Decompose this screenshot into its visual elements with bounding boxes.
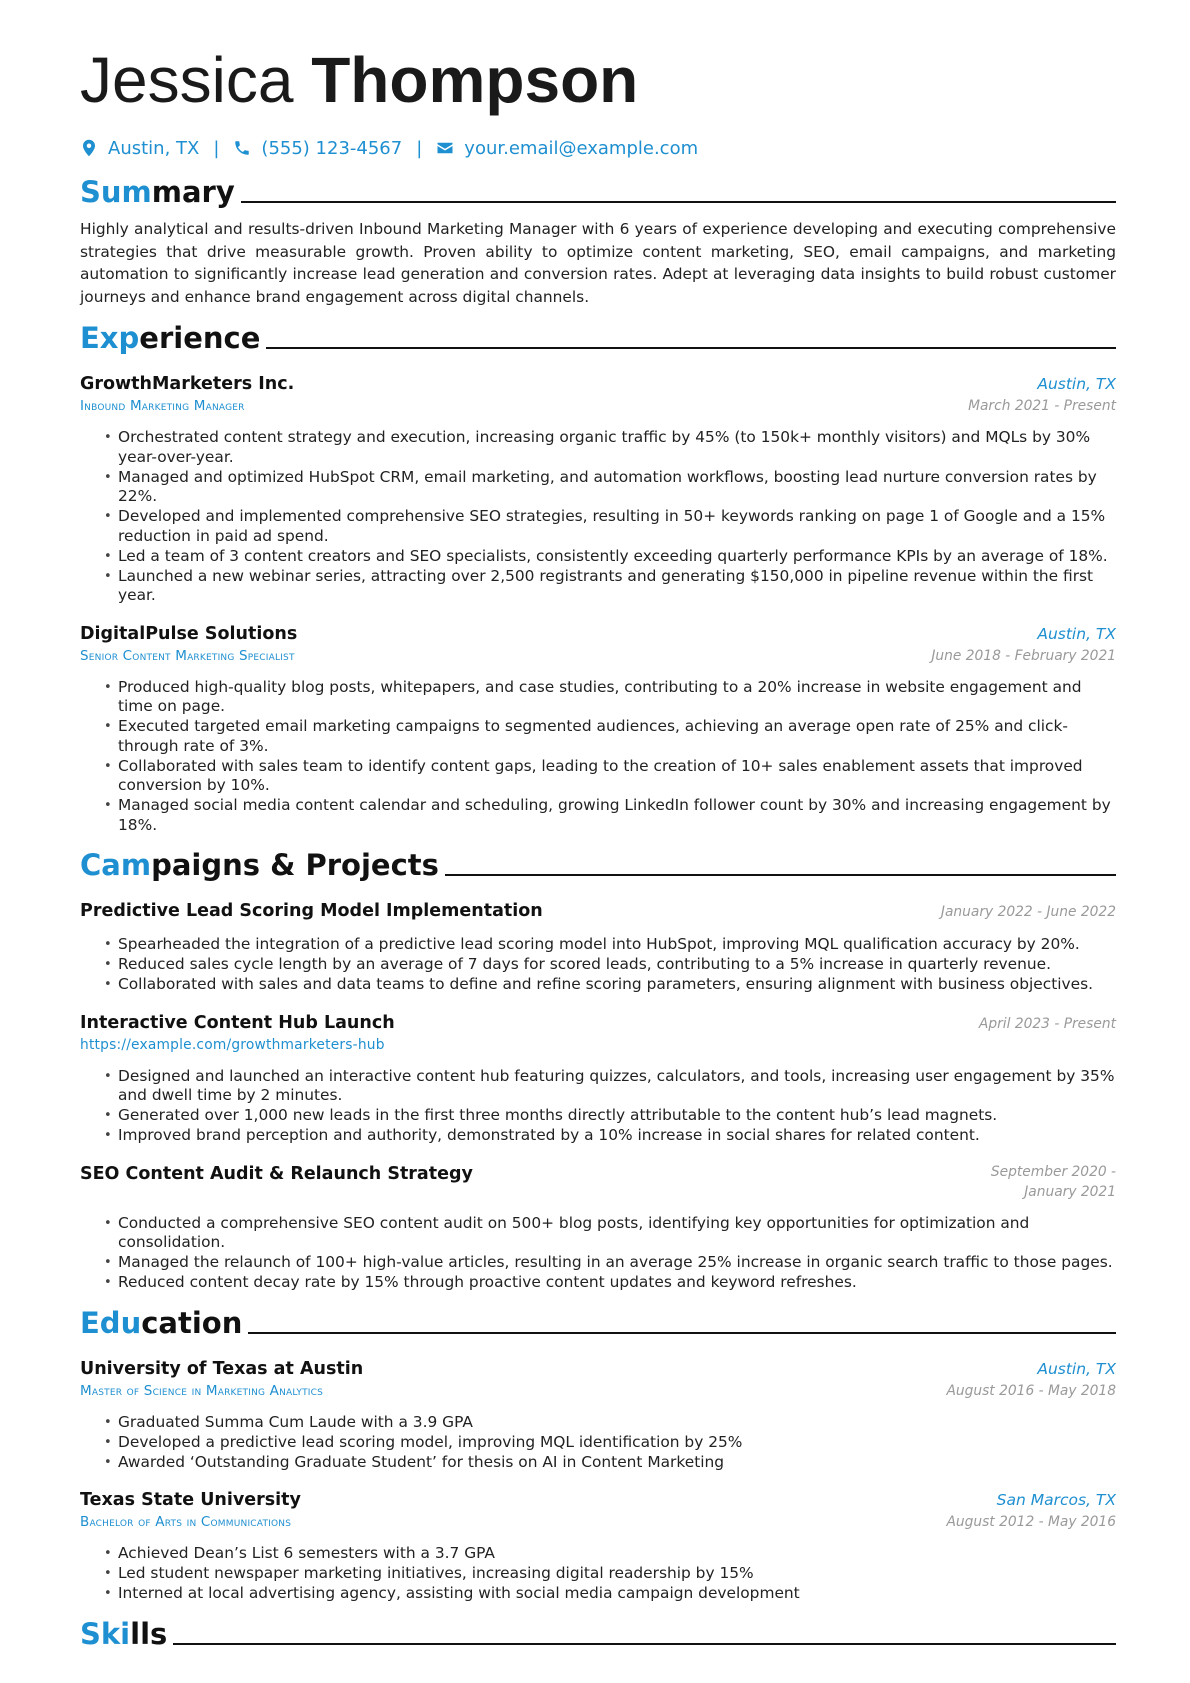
resume-page xyxy=(80,40,1116,1652)
list-item: • Managed and optimized HubSpot CRM, email marketing, and automation workflows, boosting lead nurture conversion rates by 22%. xyxy=(104,468,1116,507)
job-dates: March 2021 - Present xyxy=(968,398,1116,414)
section-title xyxy=(80,174,235,210)
list-item: • Led a team of 3 content creators and SEO specialists, consistently exceeding quarterly performance KPIs by an average of 18%. xyxy=(104,547,1116,567)
section-campaigns-header xyxy=(80,845,1116,883)
list-item: • Awarded ‘Outstanding Graduate Student’ for thesis on AI in Content Marketing xyxy=(104,1453,1116,1473)
list-item: • Generated over 1,000 new leads in the first three months directly attributable to the content hub’s lead magnets. xyxy=(104,1106,1116,1126)
email-text: your.email@example.com xyxy=(464,137,699,159)
envelope-icon xyxy=(436,139,454,157)
section-title-rest: mary xyxy=(151,175,235,209)
list-item: • Designed and launched an interactive content hub featuring quizzes, calculators, and tools, increasing user engagement by 35% and dwell time by 2 minutes. xyxy=(104,1067,1116,1106)
list-item: • Collaborated with sales and data teams to define and refine scoring parameters, ensuring alignment with business objectives. xyxy=(104,975,1116,995)
section-title-accent: Cam xyxy=(80,848,152,882)
section-summary-header xyxy=(80,172,1116,210)
list-item: • Developed and implemented comprehensive SEO strategies, resulting in 50+ keywords ranking on page 1 of Google and a 15% reduction in paid ad spend. xyxy=(104,507,1116,546)
list-item: • Collaborated with sales team to identify content gaps, leading to the creation of 10+ sales enablement assets that improved conversion by 10%. xyxy=(104,757,1116,796)
section-skills-header xyxy=(80,1614,1116,1652)
section-divider xyxy=(445,874,1116,876)
contact-email[interactable] xyxy=(436,138,698,159)
project-dates: April 2023 - Present xyxy=(978,1015,1116,1032)
school-location: Austin, TX xyxy=(1037,1359,1116,1378)
bullet-list xyxy=(80,1413,1116,1473)
job-location: Austin, TX xyxy=(1037,624,1116,643)
job-title: Senior Content Marketing Specialist xyxy=(80,647,295,664)
list-item: • Spearheaded the integration of a predictive lead scoring model into HubSpot, improving MQL qualification accuracy by 20%. xyxy=(104,935,1116,955)
candidate-name xyxy=(80,40,1116,120)
section-title-accent: Edu xyxy=(80,1305,142,1340)
job-dates: June 2018 - February 2021 xyxy=(931,647,1116,664)
education-dates: August 2016 - May 2018 xyxy=(946,1382,1116,1399)
job-title: Inbound Marketing Manager xyxy=(80,398,245,414)
list-item: • Produced high-quality blog posts, whitepapers, and case studies, contributing to a 20% increase in website engagement and time on page. xyxy=(104,678,1116,717)
list-item: • Launched a new webinar series, attracting over 2,500 registrants and generating $150,000 in pipeline revenue within the first year. xyxy=(104,567,1116,606)
education-dates: August 2012 - May 2016 xyxy=(946,1514,1116,1530)
section-title-rest: cation xyxy=(141,1305,243,1340)
company-name: GrowthMarketers Inc. xyxy=(80,374,295,394)
section-experience-header xyxy=(80,318,1116,356)
section-title xyxy=(80,847,439,883)
section-title-accent: Sum xyxy=(80,175,152,209)
section-title xyxy=(80,1305,242,1341)
bullet-list xyxy=(80,1067,1116,1146)
project-entry xyxy=(80,899,1116,995)
phone-icon xyxy=(233,139,251,157)
list-item: • Orchestrated content strategy and execution, increasing organic traffic by 45% (to 150k+ monthly visitors) and MQLs by 30% year-over-year. xyxy=(104,428,1116,467)
map-pin-icon xyxy=(80,139,98,157)
contact-line xyxy=(80,134,1116,162)
section-title-accent: Exp xyxy=(80,321,140,355)
location-text: Austin, TX xyxy=(108,137,200,159)
bullet-list xyxy=(80,1214,1116,1293)
bullet-list xyxy=(80,428,1116,606)
education-entry xyxy=(80,1357,1116,1473)
school-name: Texas State University xyxy=(80,1490,301,1510)
list-item: • Achieved Dean’s List 6 semesters with a 3.7 GPA xyxy=(104,1544,1116,1564)
degree: Master of Science in Marketing Analytics xyxy=(80,1382,324,1399)
school-name: University of Texas at Austin xyxy=(80,1358,364,1379)
degree: Bachelor of Arts in Communications xyxy=(80,1514,292,1530)
list-item: • Conducted a comprehensive SEO content audit on 500+ blog posts, identifying key opportunities for optimization and consolidation. xyxy=(104,1214,1116,1253)
last-name: Thompson xyxy=(311,44,639,116)
section-title-rest: paigns & Projects xyxy=(151,848,439,882)
list-item: • Reduced content decay rate by 15% through proactive content updates and keyword refreshes. xyxy=(104,1273,1116,1293)
school-location: San Marcos, TX xyxy=(996,1491,1116,1509)
section-title-rest: lls xyxy=(130,1616,168,1651)
contact-separator: | xyxy=(416,137,423,159)
contact-location xyxy=(80,138,199,159)
list-item: • Managed the relaunch of 100+ high-value articles, resulting in an average 25% increase in organic search traffic to those pages. xyxy=(104,1253,1116,1273)
experience-entry xyxy=(80,372,1116,606)
list-item: • Developed a predictive lead scoring model, improving MQL identification by 25% xyxy=(104,1433,1116,1453)
project-title: Predictive Lead Scoring Model Implementation xyxy=(80,901,543,921)
section-divider xyxy=(266,347,1116,349)
project-dates: January 2022 - June 2022 xyxy=(940,904,1116,920)
contact-phone[interactable] xyxy=(233,138,402,159)
section-title xyxy=(80,1616,167,1652)
list-item: • Managed social media content calendar and scheduling, growing LinkedIn follower count by 30% and increasing engagement by 18%. xyxy=(104,796,1116,835)
project-title: Interactive Content Hub Launch xyxy=(80,1012,395,1033)
section-title-rest: erience xyxy=(139,321,261,355)
project-entry xyxy=(80,1162,1116,1293)
section-title xyxy=(80,320,260,356)
project-title: SEO Content Audit & Relaunch Strategy xyxy=(80,1163,473,1184)
bullet-list xyxy=(80,1544,1116,1604)
list-item: • Improved brand perception and authority, demonstrated by a 10% increase in social shares for related content. xyxy=(104,1126,1116,1146)
section-divider xyxy=(241,201,1116,203)
job-location: Austin, TX xyxy=(1037,375,1116,393)
project-dates: September 2020 - January 2021 xyxy=(990,1163,1116,1200)
section-education-header xyxy=(80,1303,1116,1341)
experience-entry xyxy=(80,622,1116,836)
bullet-list xyxy=(80,935,1116,995)
section-divider xyxy=(248,1332,1116,1334)
project-entry xyxy=(80,1011,1116,1146)
education-entry xyxy=(80,1488,1116,1604)
company-name: DigitalPulse Solutions xyxy=(80,623,298,644)
list-item: • Led student newspaper marketing initiatives, increasing digital readership by 15% xyxy=(104,1564,1116,1584)
bullet-list xyxy=(80,678,1116,836)
list-item: • Executed targeted email marketing campaigns to segmented audiences, achieving an average open rate of 25% and click-through rate of 3%. xyxy=(104,717,1116,756)
section-title-accent: Ski xyxy=(80,1616,131,1651)
list-item: • Reduced sales cycle length by an average of 7 days for scored leads, contributing to a 5% increase in quarterly revenue. xyxy=(104,955,1116,975)
summary-text: Highly analytical and results-driven Inbound Marketing Manager with 6 years of experience developing and executing comprehensive strategies that drive measurable growth. Proven ability to optimize content marketing, SEO, email campaigns, and marketing automation to significantly increase lead generation and conversion rates. Adept at leveraging data insights to build robust customer journeys and enhance brand engagement across digital channels. xyxy=(80,220,1116,306)
first-name: Jessica xyxy=(80,44,294,116)
contact-separator: | xyxy=(213,137,220,159)
phone-text: (555) 123-4567 xyxy=(261,137,403,159)
project-link[interactable]: https://example.com/growthmarketers-hub xyxy=(80,1036,385,1053)
section-divider xyxy=(173,1643,1116,1645)
list-item: • Interned at local advertising agency, assisting with social media campaign development xyxy=(104,1584,1116,1604)
list-item: • Graduated Summa Cum Laude with a 3.9 GPA xyxy=(104,1413,1116,1433)
